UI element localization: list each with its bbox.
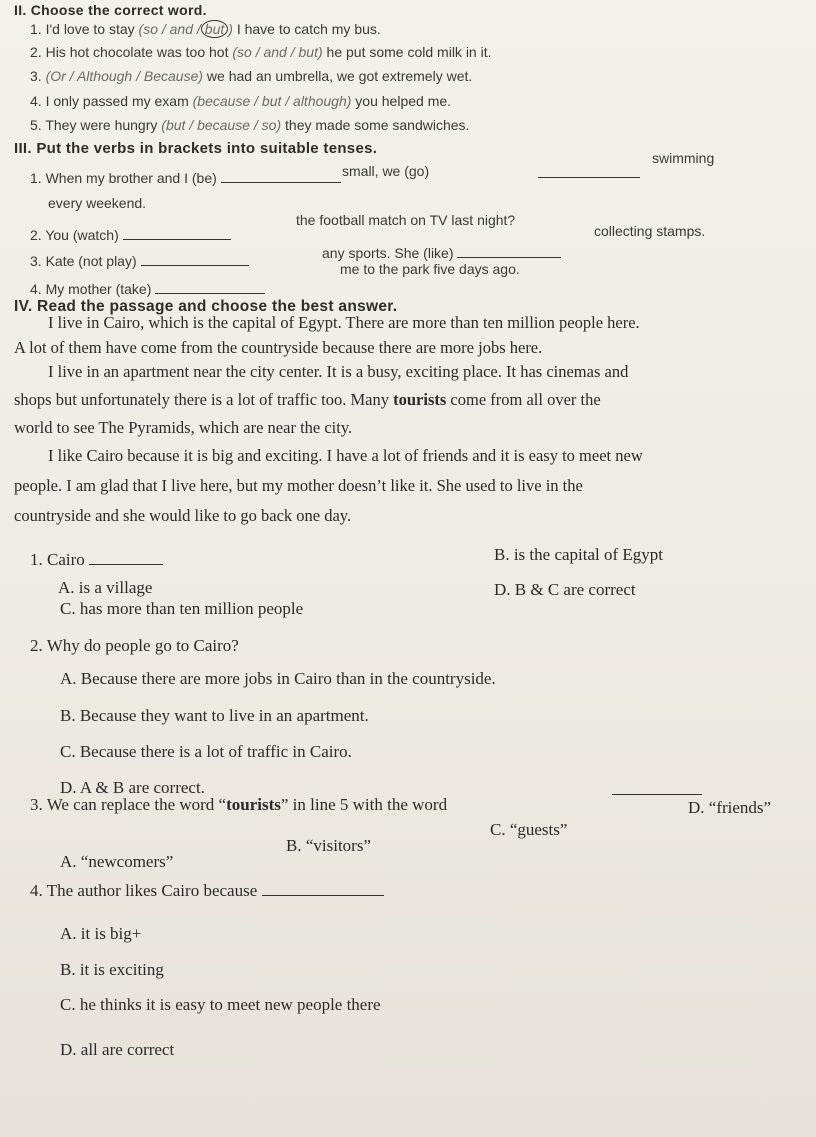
q4-stem: 4. The author likes Cairo because: [30, 881, 384, 901]
s3-item-1-blank: [538, 163, 640, 181]
q2-stem: 2. Why do people go to Cairo?: [30, 636, 239, 655]
q2-option-c: C. Because there is a lot of traffic in Cairo.: [60, 742, 352, 761]
s3-item-1b: small, we (go): [342, 163, 430, 179]
s3-item-1c: swimming: [652, 150, 715, 166]
s2-item-2: 2. His hot chocolate was too hot (so / and / but) he put some cold milk in it.: [30, 44, 492, 60]
answer-blank: [262, 881, 384, 896]
circled-answer: but: [201, 20, 228, 38]
passage-line-6: I like Cairo because it is big and exciting. I have a lot of friends and it is easy to meet new: [48, 446, 643, 465]
s3-item-3b: any sports. She (like): [322, 243, 561, 261]
answer-blank: [141, 251, 249, 266]
q3-option-a: A. “newcomers”: [60, 852, 174, 871]
section-3-header: III. Put the verbs in brackets into suitable tenses.: [14, 140, 378, 157]
passage-line-4: shops but unfortunately there is a lot of traffic too. Many tourists come from all over the: [14, 390, 601, 409]
q3-option-d: D. “friends”: [688, 798, 772, 817]
s3-item-3c: collecting stamps.: [594, 223, 706, 239]
s2-item-4: 4. I only passed my exam (because / but / although) you helped me.: [30, 93, 452, 109]
q2-option-b: B. Because they want to live in an apartment.: [60, 706, 369, 725]
q1-option-a: A. is a village: [58, 578, 153, 597]
q4-option-d: D. all are correct: [60, 1040, 175, 1059]
q1-option-c: C. has more than ten million people: [60, 599, 304, 618]
answer-blank: [155, 279, 265, 294]
q2-option-d: D. A & B are correct.: [60, 778, 205, 797]
section-4-header: IV. Read the passage and choose the best answer.: [14, 298, 398, 315]
answer-blank: [612, 780, 702, 795]
section-2-header: II. Choose the correct word.: [14, 2, 207, 18]
s3-item-4a: 4. My mother (take): [30, 279, 265, 297]
q3-option-b: B. “visitors”: [286, 836, 371, 855]
s3-item-3a: 3. Kate (not play): [30, 251, 249, 269]
passage-line-1: I live in Cairo, which is the capital of Egypt. There are more than ten million people here.: [48, 313, 640, 332]
passage-line-2: A lot of them have come from the countryside because there are more jobs here.: [14, 338, 543, 357]
q2-option-a: A. Because there are more jobs in Cairo than in the countryside.: [60, 669, 496, 688]
s3-item-2b: the football match on TV last night?: [296, 212, 516, 228]
s3-item-4b: me to the park five days ago.: [340, 261, 520, 277]
passage-line-3: I live in an apartment near the city center. It is a busy, exciting place. It has cinemas and: [48, 362, 629, 381]
s2-item-1: 1. I'd love to stay (so / and / but ) I have to catch my bus.: [30, 21, 381, 37]
answer-blank: [89, 550, 163, 565]
answer-blank: [123, 225, 231, 240]
q3-stem: 3. We can replace the word “tourists” in line 5 with the word: [30, 795, 448, 814]
q4-option-a: A. it is big+: [60, 924, 142, 943]
q4-option-b: B. it is exciting: [60, 960, 164, 979]
q4-option-c: C. he thinks it is easy to meet new people there: [60, 995, 381, 1014]
answer-blank: [221, 168, 341, 183]
q1-option-b: B. is the capital of Egypt: [494, 545, 664, 564]
q1-option-d: D. B & C are correct: [494, 580, 636, 599]
s3-item-2a: 2. You (watch): [30, 225, 231, 243]
passage-line-8: countryside and she would like to go back one day.: [14, 506, 352, 525]
passage-line-7: people. I am glad that I live here, but my mother doesn’t like it. She used to live in the: [14, 476, 583, 495]
s3-item-1a: 1. When my brother and I (be): [30, 168, 341, 186]
q1-stem: 1. Cairo: [30, 550, 163, 570]
passage-line-5: world to see The Pyramids, which are near the city.: [14, 418, 353, 437]
s2-item-5: 5. They were hungry (but / because / so) they made some sandwiches.: [30, 117, 470, 133]
q3-option-c: C. “guests”: [490, 820, 568, 839]
answer-blank: [457, 243, 561, 258]
s3-item-1d: every weekend.: [48, 195, 147, 211]
s2-item-3: 3. (Or / Although / Because) we had an umbrella, we got extremely wet.: [30, 68, 473, 84]
